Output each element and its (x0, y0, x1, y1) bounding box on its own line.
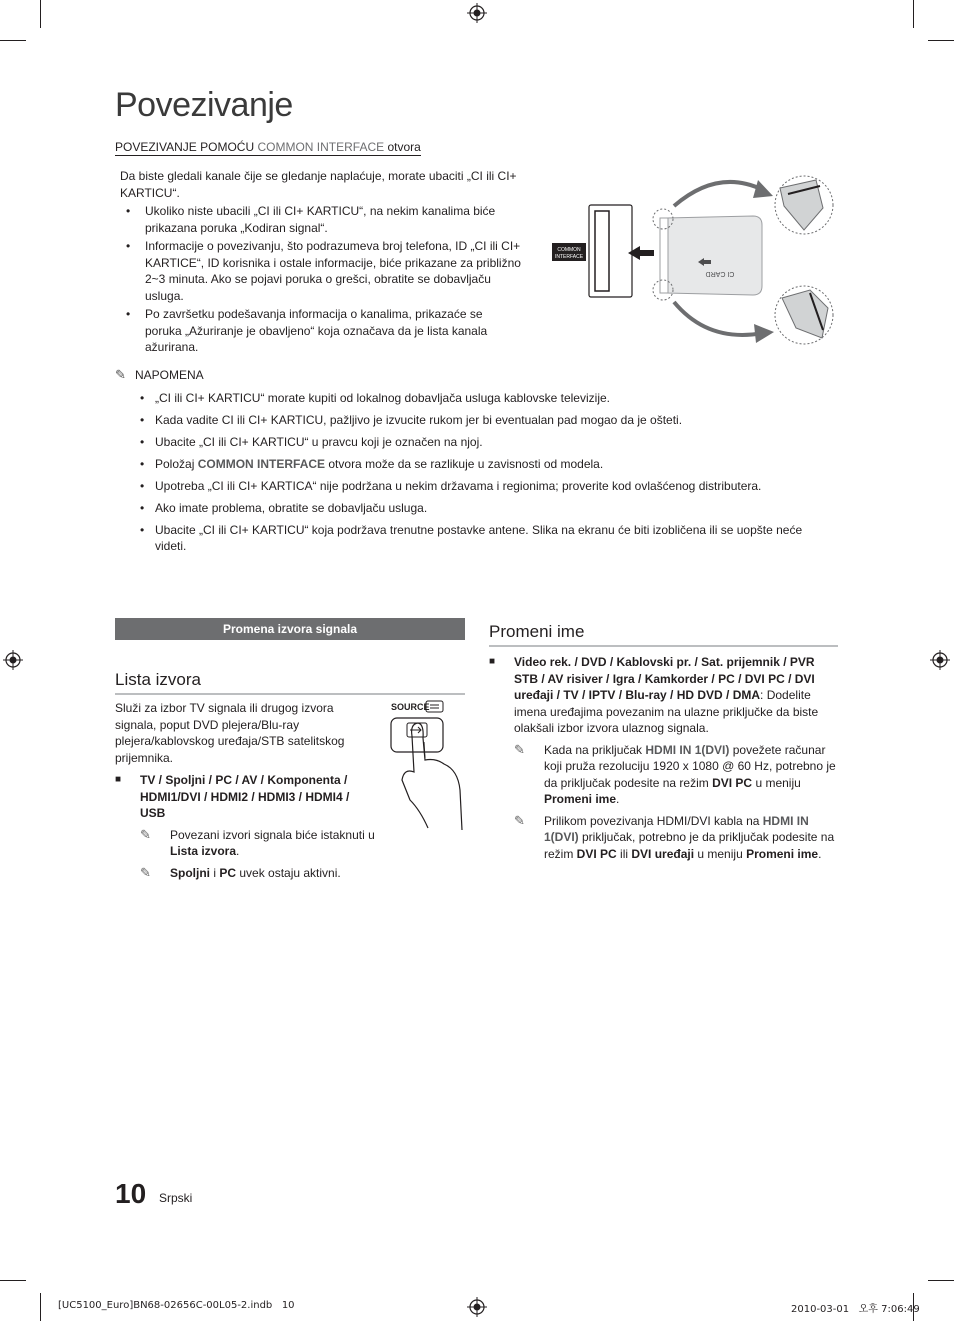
note-list (140, 390, 835, 555)
list-item: • Kada vadite CI ili CI+ KARTICU, pažljivo je izvucite rukom jer bi eventualan pad mogao da je ošteti. (140, 412, 835, 429)
note-pencil-icon: ✎ (140, 864, 151, 880)
common-interface-label-line1: COMMON (557, 247, 581, 253)
list-item: • Ako imate problema, obratite se dobavljaču usluga. (140, 500, 835, 517)
note-pencil-icon: ✎ (514, 741, 525, 757)
list-item: • Ukoliko niste ubacili „CI ili CI+ KARTICU“, na nekim kanalima biće prikazana poruka „Kodiran signal“. (120, 203, 522, 236)
ci-intro-block (120, 168, 522, 356)
crop-mark (0, 1280, 26, 1281)
note-pencil-icon: ✎ (115, 367, 126, 382)
crop-mark (40, 0, 41, 28)
lista-izvora-heading: Lista izvora (115, 670, 465, 695)
crop-mark (928, 40, 954, 41)
ci-bullet-list (120, 203, 522, 356)
lista-note-2: ✎ Spoljni i PC uvek ostaju aktivni. (140, 864, 341, 880)
crop-mark (0, 40, 26, 41)
lista-izvora-item: ■ TV / Spoljni / PC / AV / Komponenta / HDMI1/DVI / HDMI2 / HDMI3 / HDMI4 / USB (115, 772, 377, 822)
promeni-note-2: ✎ Prilikom povezivanja HDMI/DVI kabla na HDMI IN 1(DVI) priključak, potrebno je da priključak podesite na režim DVI PC ili DVI uređaji u meniju Promeni ime. (514, 812, 835, 861)
page-number: 10 (115, 1178, 147, 1209)
list-item: • Upotreba „CI ili CI+ KARTICA“ nije podržana u nekim državama i regionima; proverite kod ovlašćenog distributera. (140, 478, 835, 495)
list-item: • Ubacite „CI ili CI+ KARTICU“ u pravcu koji je označen na njoj. (140, 434, 835, 451)
common-interface-label-line2: INTERFACE (554, 254, 584, 260)
list-item: • Ubacite „CI ili CI+ KARTICU“ koja podržava trenutne postavke antene. Slika na ekranu će biti izobličena ili se uopšte neće videti. (140, 522, 835, 555)
source-button-hand-illustration (388, 698, 468, 830)
source-label: SOURCE (391, 702, 430, 712)
promeni-ime-heading: Promeni ime (489, 622, 838, 647)
ci-card-illustration (548, 168, 838, 353)
list-item: • „CI ili CI+ KARTICU“ morate kupiti od lokalnog dobavljača usluga kablovske televizije. (140, 390, 835, 407)
list-item: • Informacije o povezivanju, što podrazumeva broj telefona, ID „CI ili CI+ KARTICE“, ID korisnika i ostale informacije, biće prikazane za približno 2~3 minuta. Ako se pojavi poruka o grešci, obratite se dobavljaču usluga. (120, 238, 522, 304)
page-title: Povezivanje (115, 86, 293, 124)
list-item: • Položaj COMMON INTERFACE otvora može da se razlikuje u zavisnosti od modela. (140, 456, 835, 473)
ci-intro-text: Da biste gledali kanale čije se gledanje naplaćuje, morate ubaciti „CI ili CI+ KARTICU“. (120, 169, 517, 200)
section-heading-ci: POVEZIVANJE POMOĆU COMMON INTERFACE otvora (115, 140, 421, 154)
lista-izvora-block (115, 700, 377, 881)
footer-file: [UC5100_Euro]BN68-02656C-00L05-2.indb 10 (58, 1300, 295, 1311)
crop-mark (913, 0, 914, 28)
promeni-ime-item: ■ Video rek. / DVD / Kablovski pr. / Sat. prijemnik / PVR STB / AV risiver / Igra / Kamkorder / PC / DVI PC / DVI uređaji / TV / IPTV / Blu-ray / HD DVD / DMA: Dodelite imena uređajima povezanim na ulazne priključke da biste olakšali izbor izvora ulaznog signala. (489, 654, 839, 737)
footer-date: 2010-03-01 오후 7:06:49 (791, 1304, 920, 1315)
note-pencil-icon: ✎ (514, 812, 525, 828)
note-pencil-icon: ✎ (140, 826, 151, 842)
crop-mark (40, 1293, 41, 1321)
registration-mark-icon (467, 3, 487, 23)
registration-mark-icon (930, 650, 950, 670)
lista-izvora-text: Služi za izbor TV signala ili drugog izvora signala, poput DVD plejera/Blu-ray plejera/kablovskog uređaja/STB satelitskog prijemnika. (115, 701, 345, 765)
section-bar: Promena izvora signala (115, 618, 465, 640)
page-language: Srpski (159, 1191, 193, 1205)
promeni-ime-block (489, 654, 839, 862)
note-block (115, 367, 835, 560)
promeni-note-1: ✎ Kada na priključak HDMI IN 1(DVI) povežete računar koji pruža rezoluciju 1920 x 1080 @ 60 Hz, potrebno je da priključak podesite na režim DVI PC u meniju Promeni ime. (514, 741, 836, 806)
ci-card-text: CI CARD (705, 270, 735, 277)
registration-mark-icon (3, 650, 23, 670)
note-title: ✎ NAPOMENA (115, 367, 204, 382)
registration-mark-icon (467, 1297, 487, 1317)
list-item: • Po završetku podešavanja informacija o kanalima, prikazaće se poruka „Ažuriranje je obavljeno“ koja označava da je lista kanala ažurirana. (120, 306, 522, 356)
lista-note-1: ✎ Povezani izvori signala biće istaknuti u Lista izvora. (140, 826, 375, 858)
crop-mark (928, 1280, 954, 1281)
